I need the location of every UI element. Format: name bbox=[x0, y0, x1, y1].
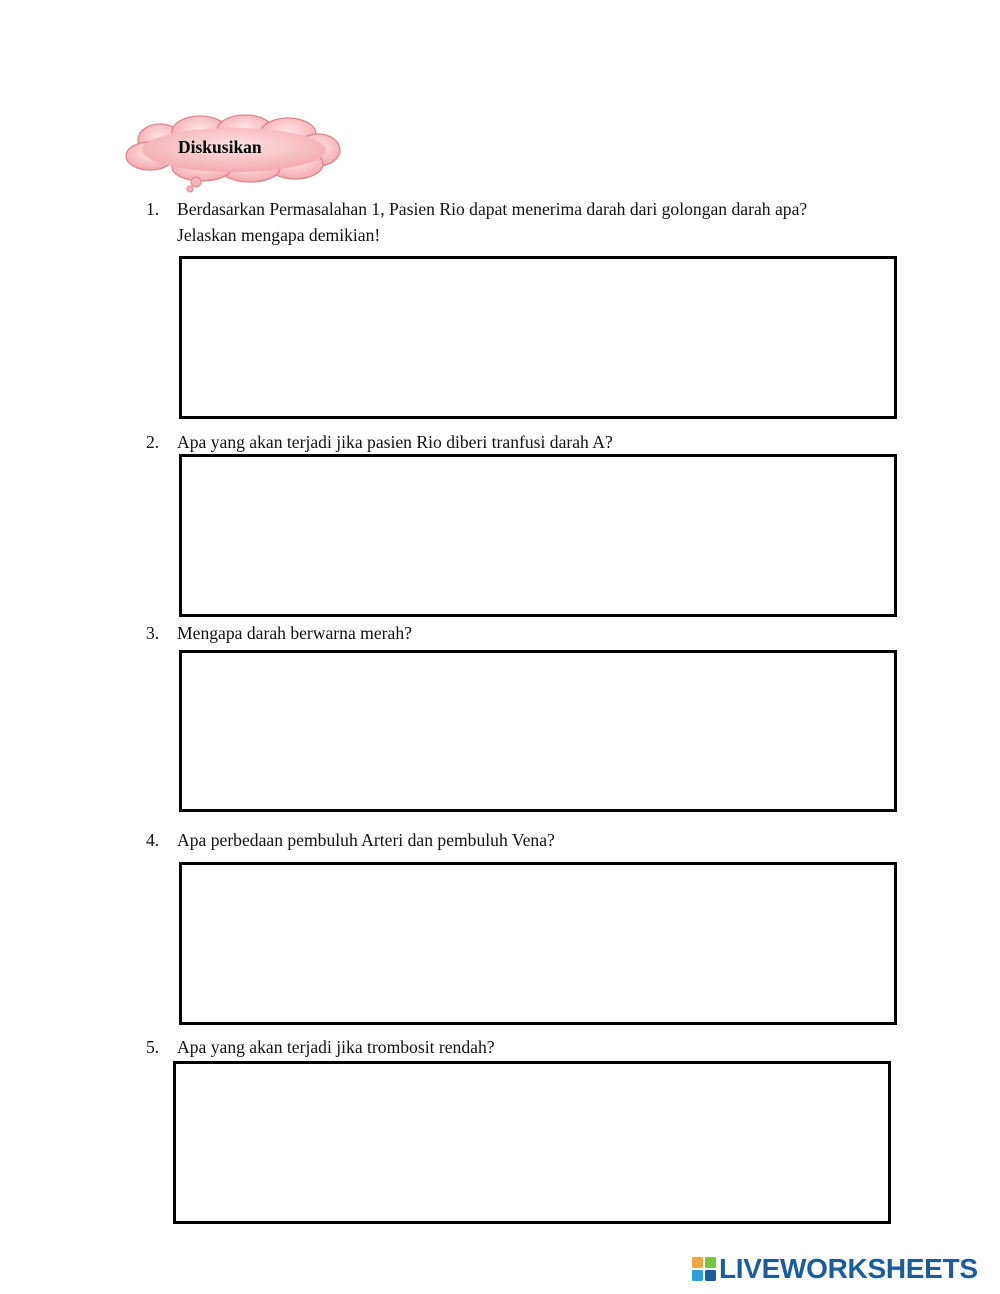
liveworksheets-logo bbox=[692, 1254, 978, 1284]
question-text: Mengapa darah berwarna merah? bbox=[177, 623, 412, 643]
question-number: 5. bbox=[146, 1037, 160, 1057]
question-text bbox=[177, 196, 907, 248]
section-title: Diskusikan bbox=[178, 137, 262, 157]
question-text: Apa yang akan terjadi jika trombosit rendah? bbox=[177, 1037, 495, 1057]
question-number: 1. bbox=[146, 199, 160, 219]
answer-box-3[interactable] bbox=[179, 650, 897, 812]
liveworksheets-logo-icon bbox=[692, 1257, 716, 1281]
discussion-cloud-badge bbox=[120, 112, 345, 194]
answer-box-4[interactable] bbox=[179, 862, 897, 1025]
question-number: 3. bbox=[146, 623, 160, 643]
question-number: 2. bbox=[146, 432, 160, 452]
answer-box-2[interactable] bbox=[179, 454, 897, 617]
question-number: 4. bbox=[146, 830, 160, 850]
question-text: Apa yang akan terjadi jika pasien Rio diberi tranfusi darah A? bbox=[177, 432, 613, 452]
answer-box-1[interactable] bbox=[179, 256, 897, 419]
answer-box-5[interactable] bbox=[173, 1061, 891, 1224]
question-text-line: Jelaskan mengapa demikian! bbox=[177, 225, 381, 245]
question-text: Apa perbedaan pembuluh Arteri dan pembuluh Vena? bbox=[177, 830, 555, 850]
brand-name: LIVEWORKSHEETS bbox=[719, 1253, 978, 1284]
question-text-line: Berdasarkan Permasalahan 1, Pasien Rio dapat menerima darah dari golongan darah apa? bbox=[177, 199, 808, 219]
